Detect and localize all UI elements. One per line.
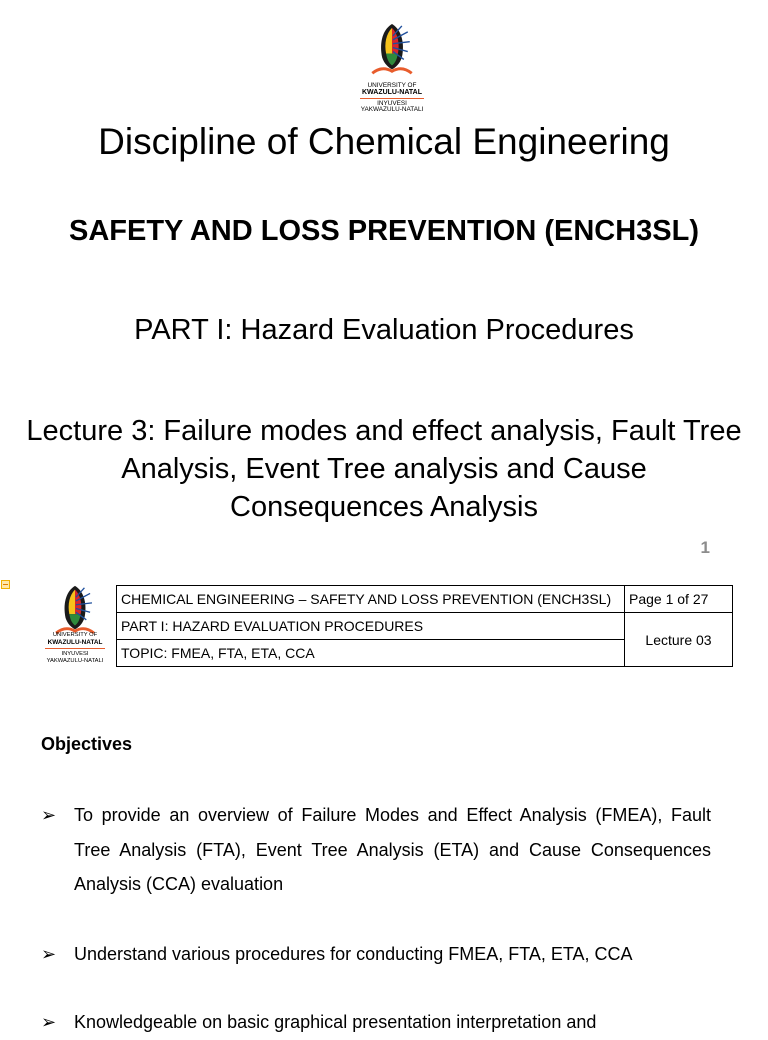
- document-header-table: [116, 585, 733, 667]
- arrow-bullet-icon: ➢: [41, 1012, 57, 1032]
- comment-icon[interactable]: [1, 580, 10, 589]
- page-cell: Page 1 of 27: [625, 586, 733, 613]
- part-cell: PART I: HAZARD EVALUATION PROCEDURES: [117, 613, 625, 640]
- logo-line-3: INYUVESI: [61, 651, 89, 657]
- logo-line-4: YAKWAZULU-NATALI: [46, 658, 104, 664]
- logo-line-4: YAKWAZULU-NATALI: [360, 106, 424, 113]
- course-cell: CHEMICAL ENGINEERING – SAFETY AND LOSS PREVENTION (ENCH3SL): [117, 586, 625, 613]
- objective-text: To provide an overview of Failure Modes and Effect Analysis (FMEA), Fault Tree Analysis (FTA), Event Tree Analysis (ETA) and Cause Consequences Analysis (CCA) evaluation: [74, 805, 711, 894]
- lecture-title: Lecture 3: Failure modes and effect analysis, Fault Tree Analysis, Event Tree analysis and Cause Consequences Analysis: [26, 415, 742, 523]
- logo-divider: [360, 98, 424, 99]
- course-title: SAFETY AND LOSS PREVENTION (ENCH3SL): [68, 215, 699, 247]
- objectives-heading: Objectives: [41, 734, 133, 754]
- shield-crest-icon: [352, 22, 432, 77]
- table-row: [117, 586, 733, 613]
- university-logo-small: [37, 584, 113, 672]
- logo-line-2: KWAZULU-NATAL: [47, 639, 103, 646]
- logo-divider: [45, 648, 106, 649]
- list-item: [41, 798, 711, 902]
- logo-line-1: UNIVERSITY OF: [367, 82, 417, 89]
- shield-crest-icon: [37, 584, 113, 637]
- arrow-bullet-icon: ➢: [41, 944, 57, 964]
- lecture-cell: Lecture 03: [625, 613, 733, 667]
- list-item: [41, 1005, 711, 1040]
- objective-text: Understand various procedures for conducting FMEA, FTA, ETA, CCA: [74, 944, 633, 964]
- logo-line-1: UNIVERSITY OF: [52, 632, 98, 638]
- university-logo: [352, 22, 432, 114]
- topic-cell: TOPIC: FMEA, FTA, ETA, CCA: [117, 640, 625, 667]
- slide-number: 1: [700, 538, 710, 557]
- discipline-title: Discipline of Chemical Engineering: [98, 121, 670, 162]
- objective-text: Knowledgeable on basic graphical presentation interpretation and: [74, 1012, 597, 1032]
- table-row: [117, 613, 733, 640]
- logo-line-2: KWAZULU-NATAL: [361, 89, 422, 96]
- list-item: [41, 937, 711, 972]
- logo-line-3: INYUVESI: [377, 100, 407, 107]
- part-title: PART I: Hazard Evaluation Procedures: [134, 314, 634, 346]
- arrow-bullet-icon: ➢: [41, 805, 57, 825]
